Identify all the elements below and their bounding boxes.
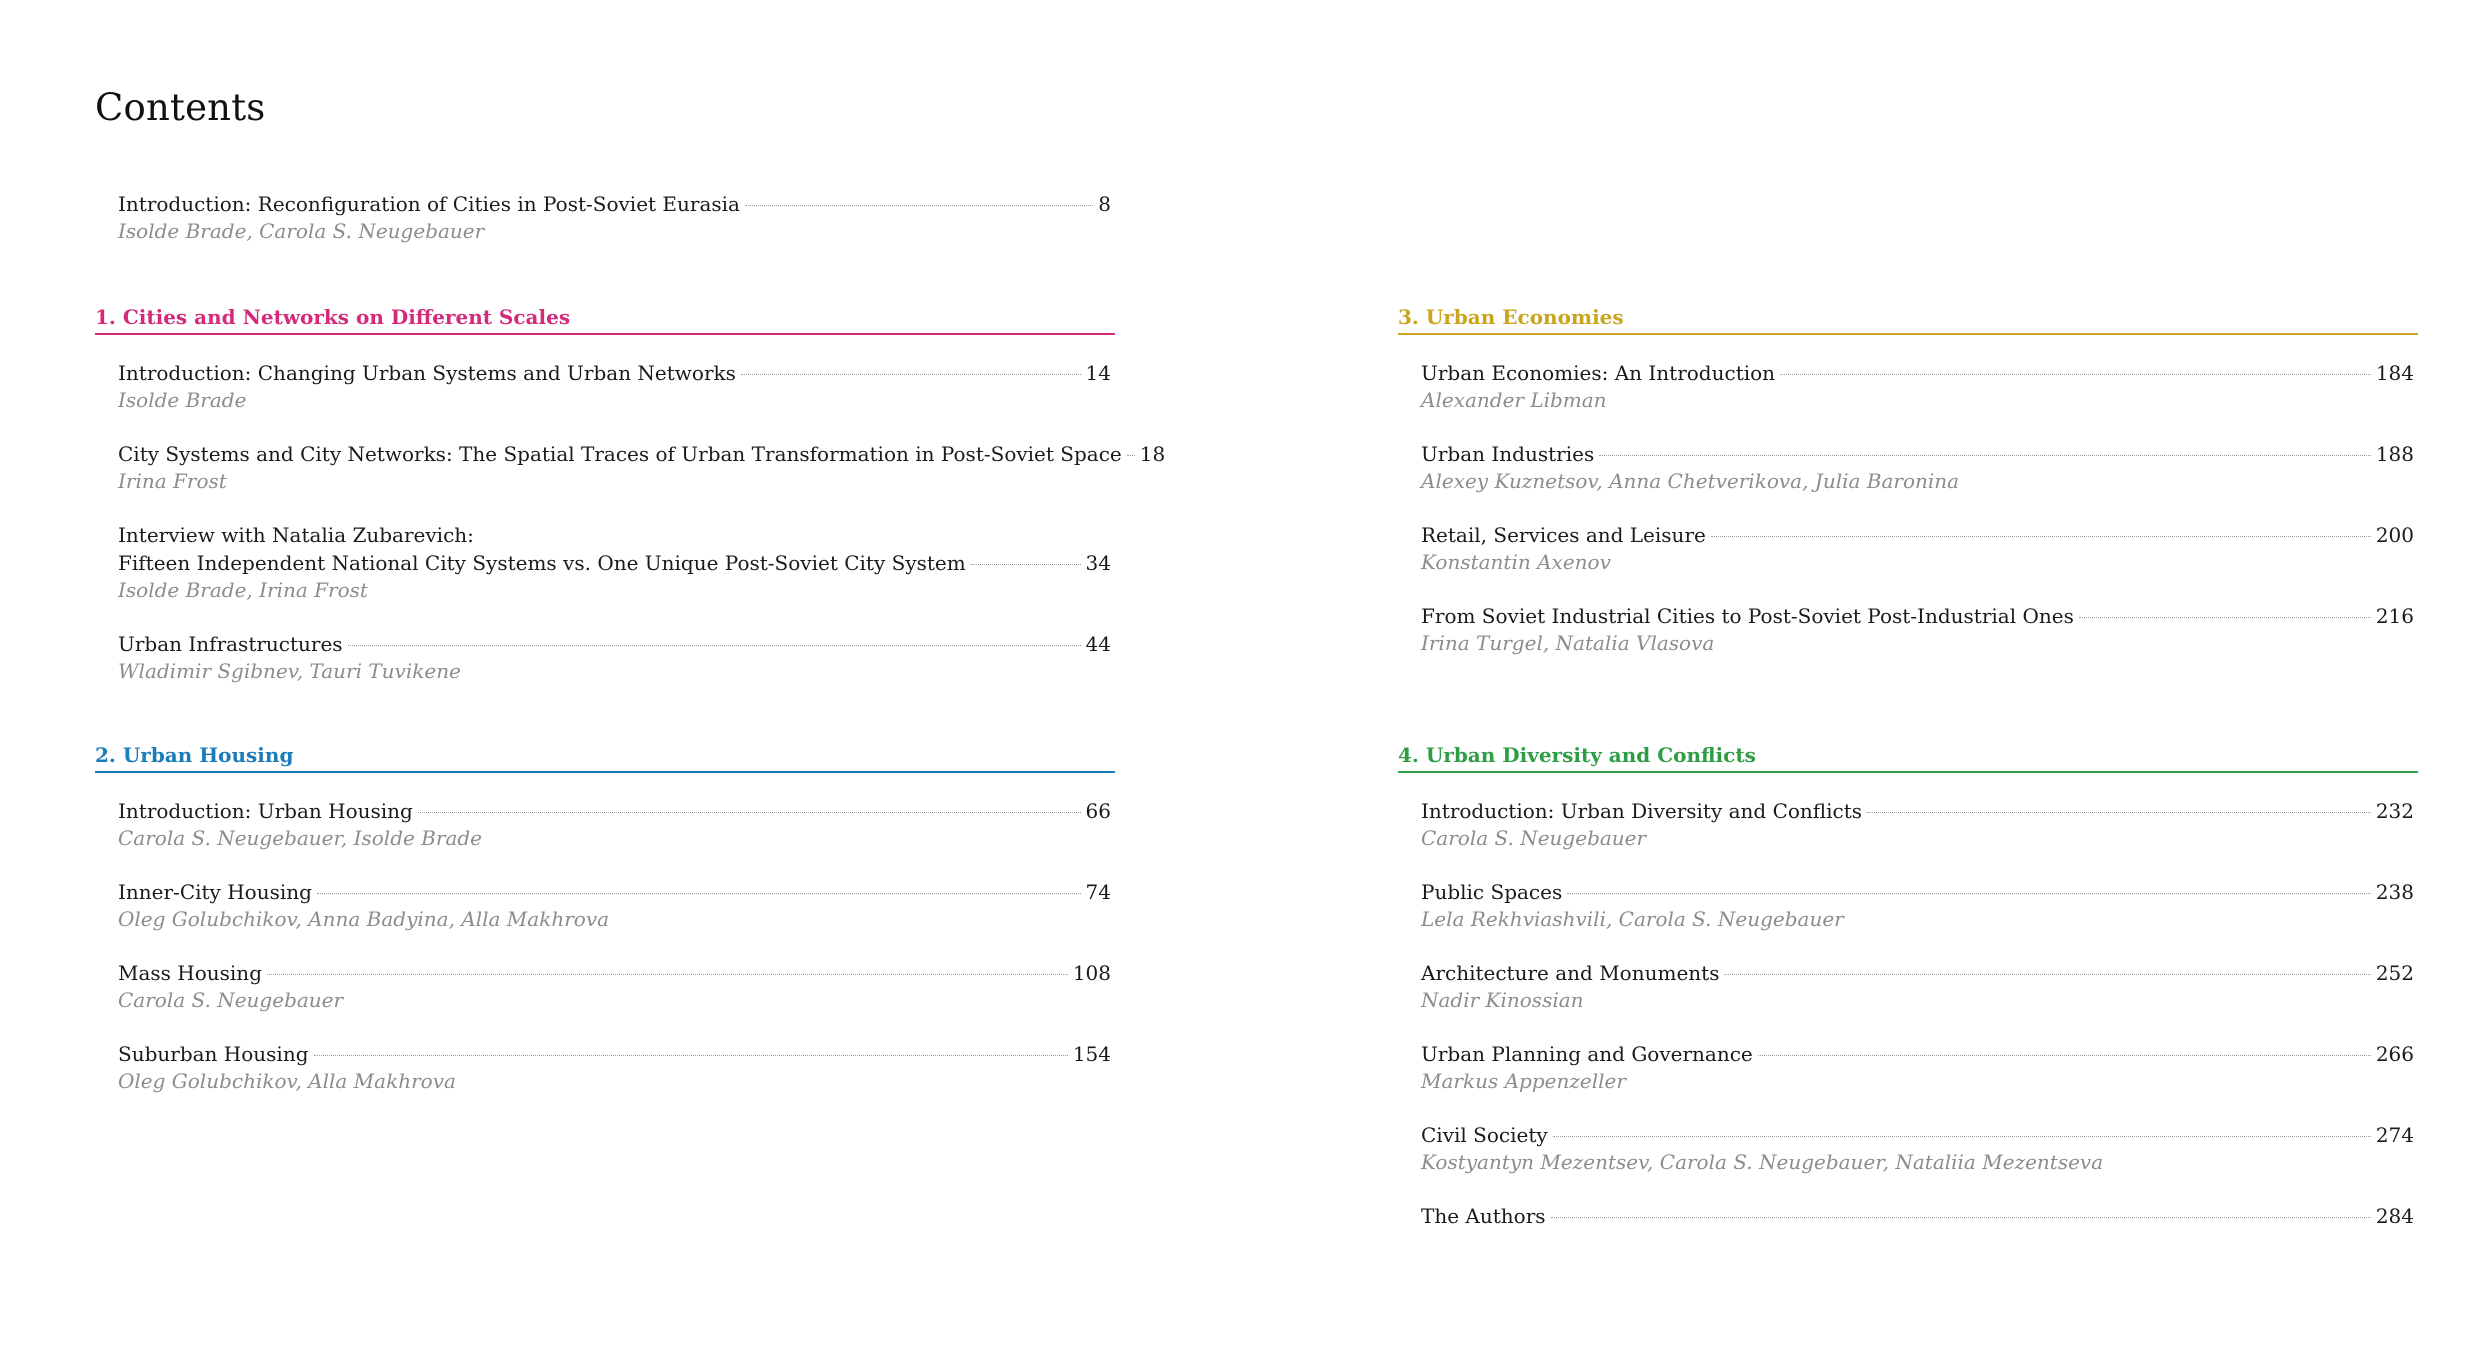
toc-entry[interactable]	[1421, 602, 2414, 657]
toc-entry-title: Introduction: Changing Urban Systems and Urban Networks	[118, 361, 736, 385]
toc-entry-title: Introduction: Urban Housing	[118, 799, 413, 823]
toc-entry-authors: Alexander Libman	[1421, 388, 1607, 412]
toc-entry-authors: Irina Frost	[118, 469, 227, 493]
toc-entry[interactable]	[1421, 359, 2414, 414]
toc-entry-title: Introduction: Reconfiguration of Cities in Post-Soviet Eurasia	[118, 192, 740, 216]
toc-entry[interactable]	[1421, 440, 2414, 495]
toc-entry-row	[118, 630, 1111, 658]
toc-entry-authors: Alexey Kuznetsov, Anna Chetverikova, Julia Baronina	[1421, 469, 1960, 493]
toc-entry-title: Urban Economies: An Introduction	[1421, 361, 1776, 385]
toc-entry-title: Urban Infrastructures	[118, 632, 343, 656]
toc-entry-title: Fifteen Independent National City Systems vs. One Unique Post-Soviet City System	[118, 551, 966, 575]
toc-entry-title: Public Spaces	[1421, 880, 1563, 904]
section-entries	[1398, 797, 2418, 1230]
dot-leader	[1867, 812, 2371, 813]
toc-entry[interactable]	[118, 440, 1166, 495]
section-heading: 2. Urban Housing	[95, 742, 1115, 773]
toc-entry-page: 188	[2375, 442, 2414, 466]
dot-leader	[1780, 374, 2371, 375]
toc-entry-title: Retail, Services and Leisure	[1421, 523, 1706, 547]
page-title: Contents	[95, 86, 266, 129]
toc-entry[interactable]	[118, 797, 1111, 852]
section-entries	[95, 797, 1115, 1095]
toc-entry[interactable]	[118, 630, 1111, 685]
toc-entry-authors: Konstantin Axenov	[1421, 550, 1611, 574]
toc-entry-title: Urban Planning and Governance	[1421, 1042, 1753, 1066]
toc-entry-row	[118, 1040, 1111, 1068]
toc-entry-row	[1421, 359, 2414, 387]
section-entries	[95, 359, 1166, 685]
toc-entry-page: 184	[2375, 361, 2414, 385]
toc-entry[interactable]	[118, 521, 1111, 604]
toc-entry-intro[interactable]	[118, 190, 1111, 245]
toc-entry-title: Urban Industries	[1421, 442, 1595, 466]
toc-entry-row	[1421, 1202, 2414, 1230]
toc-entry[interactable]	[1421, 521, 2414, 576]
toc-entry-authors: Nadir Kinossian	[1421, 988, 1584, 1012]
section-heading: 3. Urban Economies	[1398, 304, 2418, 335]
toc-entry-page: 252	[2375, 961, 2414, 985]
toc-entry[interactable]	[118, 959, 1111, 1014]
toc-entry-authors: Wladimir Sgibnev, Tauri Tuvikene	[118, 659, 461, 683]
toc-entry[interactable]	[1421, 1202, 2414, 1230]
toc-entry[interactable]	[1421, 959, 2414, 1014]
toc-entry-authors: Carola S. Neugebauer	[1421, 826, 1647, 850]
dot-leader	[971, 564, 1081, 565]
toc-entry-row	[118, 359, 1111, 387]
toc-entry-page: 18	[1139, 442, 1166, 466]
toc-entry-authors: Isolde Brade, Irina Frost	[118, 578, 368, 602]
toc-entry-page: 266	[2375, 1042, 2414, 1066]
toc-entry-page: 274	[2375, 1123, 2414, 1147]
toc-entry-authors: Isolde Brade	[118, 388, 247, 412]
toc-entry[interactable]	[118, 878, 1111, 933]
dot-leader	[1711, 536, 2371, 537]
toc-entry-row	[1421, 521, 2414, 549]
toc-entry-row	[1421, 959, 2414, 987]
section-heading: 4. Urban Diversity and Conflicts	[1398, 742, 2418, 773]
dot-leader	[1724, 974, 2370, 975]
toc-entry-row	[1421, 1121, 2414, 1149]
toc-entry[interactable]	[1421, 1121, 2414, 1176]
section-heading: 1. Cities and Networks on Different Scales	[95, 304, 1115, 335]
toc-entry-row	[1421, 1040, 2414, 1068]
toc-entry-page: 8	[1098, 192, 1111, 216]
toc-entry-authors: Carola S. Neugebauer, Isolde Brade	[118, 826, 483, 850]
toc-entry-page: 284	[2375, 1204, 2414, 1228]
toc-entry-page: 66	[1085, 799, 1111, 823]
toc-entry-page: 232	[2375, 799, 2414, 823]
toc-entry-title: Introduction: Urban Diversity and Conflicts	[1421, 799, 1863, 823]
toc-entry[interactable]	[1421, 1040, 2414, 1095]
toc-entry-authors: Isolde Brade, Carola S. Neugebauer	[118, 219, 485, 243]
toc-entry-authors: Kostyantyn Mezentsev, Carola S. Neugebauer, Nataliia Mezentseva	[1421, 1150, 2104, 1174]
dot-leader	[1567, 893, 2371, 894]
dot-leader	[745, 205, 1093, 206]
intro-block	[95, 190, 1115, 271]
dot-leader	[1599, 455, 2371, 456]
toc-entry-row	[118, 190, 1111, 218]
toc-entry-title: Architecture and Monuments	[1421, 961, 1720, 985]
section-1	[95, 304, 1166, 711]
dot-leader	[267, 974, 1068, 975]
toc-entry-page: 74	[1085, 880, 1111, 904]
dot-leader	[1551, 1217, 2371, 1218]
dot-leader	[1127, 455, 1135, 456]
toc-entry[interactable]	[1421, 797, 2414, 852]
toc-entry-title: Inner-City Housing	[118, 880, 312, 904]
dot-leader	[2079, 617, 2371, 618]
toc-entry-page: 14	[1085, 361, 1111, 385]
toc-entry-authors: Carola S. Neugebauer	[118, 988, 344, 1012]
toc-entry-page: 34	[1085, 551, 1111, 575]
toc-entry-title: Suburban Housing	[118, 1042, 309, 1066]
dot-leader	[1553, 1136, 2371, 1137]
dot-leader	[418, 812, 1081, 813]
toc-entry-authors: Irina Turgel, Natalia Vlasova	[1421, 631, 1715, 655]
toc-entry[interactable]	[118, 359, 1111, 414]
toc-entry-row	[118, 878, 1111, 906]
toc-entry-row	[1421, 878, 2414, 906]
toc-entry-title: From Soviet Industrial Cities to Post-Soviet Post-Industrial Ones	[1421, 604, 2074, 628]
toc-entry-authors: Markus Appenzeller	[1421, 1069, 1626, 1093]
toc-entry-pretitle: Interview with Natalia Zubarevich:	[118, 523, 474, 547]
dot-leader	[348, 645, 1081, 646]
toc-entry-row	[1421, 602, 2414, 630]
toc-entry-page: 108	[1072, 961, 1111, 985]
toc-entry-authors: Oleg Golubchikov, Alla Makhrova	[118, 1069, 456, 1093]
dot-leader	[741, 374, 1081, 375]
dot-leader	[1758, 1055, 2371, 1056]
toc-entry-row	[118, 959, 1111, 987]
toc-entry-page: 154	[1072, 1042, 1111, 1066]
toc-entry-title: The Authors	[1421, 1204, 1546, 1228]
toc-entry[interactable]	[118, 1040, 1111, 1095]
toc-entry-row	[118, 797, 1111, 825]
toc-entry-page: 200	[2375, 523, 2414, 547]
toc-entry-title: Civil Society	[1421, 1123, 1548, 1147]
toc-entry-row	[1421, 797, 2414, 825]
section-3	[1398, 304, 2418, 683]
dot-leader	[317, 893, 1081, 894]
section-4	[1398, 742, 2418, 1256]
toc-entry-authors: Lela Rekhviashvili, Carola S. Neugebauer	[1421, 907, 1844, 931]
toc-entry[interactable]	[1421, 878, 2414, 933]
toc-entry-title: Mass Housing	[118, 961, 262, 985]
toc-entry-row	[118, 440, 1166, 468]
toc-entry-title: City Systems and City Networks: The Spatial Traces of Urban Transformation in Post-Soviet Space	[118, 442, 1122, 466]
toc-entry-row	[118, 549, 1111, 577]
toc-entry-authors: Oleg Golubchikov, Anna Badyina, Alla Makhrova	[118, 907, 610, 931]
section-2	[95, 742, 1115, 1121]
toc-entry-page: 216	[2375, 604, 2414, 628]
toc-entry-row	[1421, 440, 2414, 468]
toc-entry-page: 238	[2375, 880, 2414, 904]
dot-leader	[314, 1055, 1068, 1056]
section-entries	[1398, 359, 2418, 657]
toc-entry-page: 44	[1085, 632, 1111, 656]
